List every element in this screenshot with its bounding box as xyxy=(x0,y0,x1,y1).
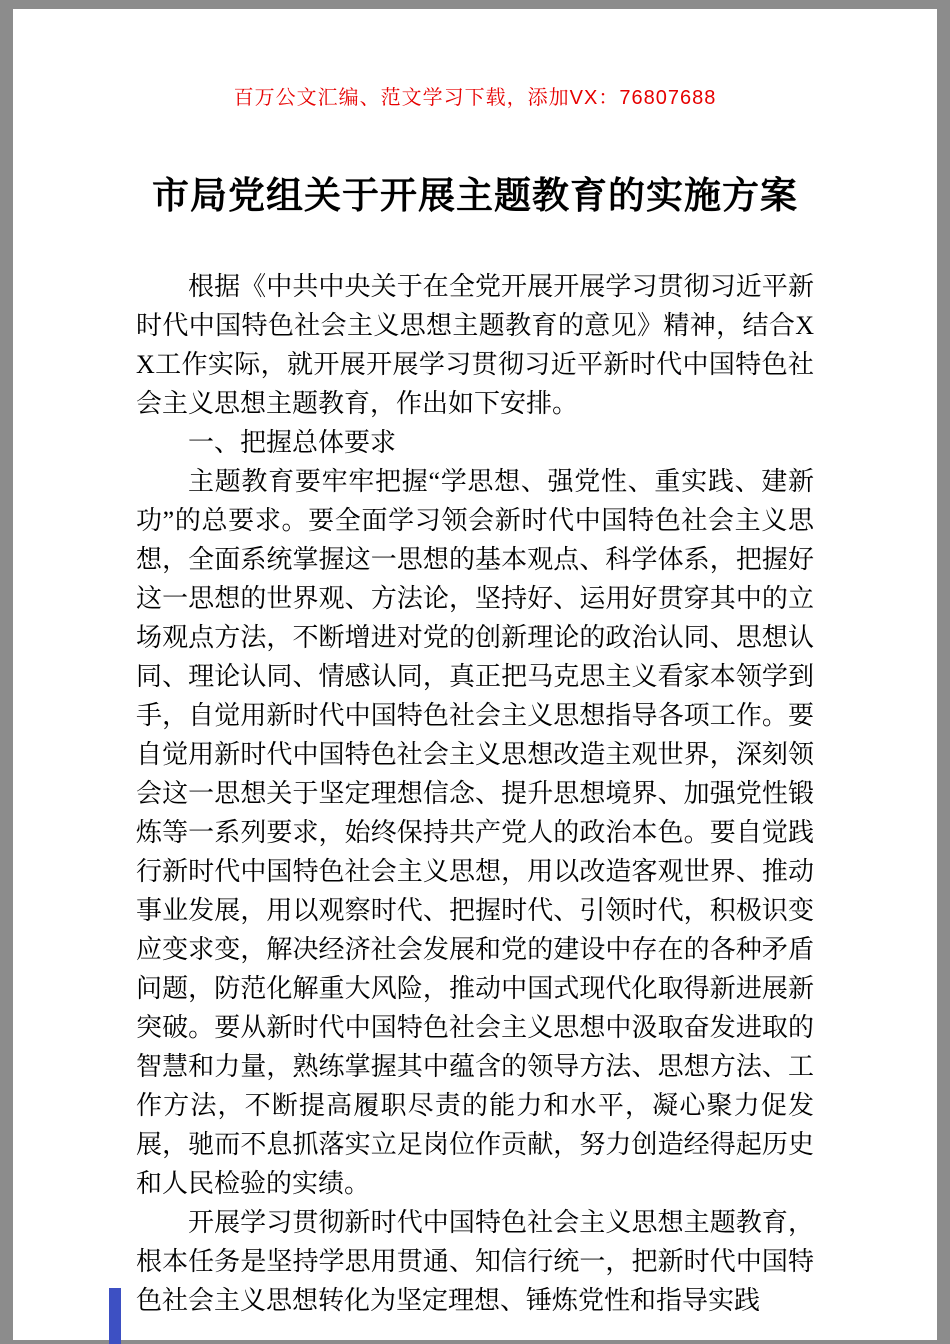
document-body xyxy=(136,267,814,1320)
document-page xyxy=(13,9,937,1340)
section-heading-1: 一、把握总体要求 xyxy=(188,428,397,457)
blue-marker-bar xyxy=(109,1288,121,1344)
paragraph-section-1-body: 主题教育要牢牢把握“学思想、强党性、重实践、建新功”的总要求。要全面学习领会新时代中国特色社会主义思想，全面系统掌握这一思想的基本观点、科学体系，把握好这一思想的世界观、方法论，坚持好、运用好贯穿其中的立场观点方法，不断增进对党的创新理论的政治认同、思想认同、理论认同、情感认同，真正把马克思主义看家本领学到手，自觉用新时代中国特色社会主义思想指导各项工作。要自觉用新时代中国特色社会主义思想改造主观世界，深刻领会这一思想关于坚定理想信念、提升思想境界、加强党性锻炼等一系列要求，始终保持共产党人的政治本色。要自觉践行新时代中国特色社会主义思想，用以改造客观世界、推动事业发展，用以观察时代、把握时代、引领时代，积极识变应变求变，解决经济社会发展和党的建设中存在的各种矛盾问题，防范化解重大风险，推动中国式现代化取得新进展新突破。要从新时代中国特色社会主义思想中汲取奋发进取的智慧和力量，熟练掌握其中蕴含的领导方法、思想方法、工作方法，不断提高履职尽责的能力和水平，凝心聚力促发展，驰而不息抓落实立足岗位作贡献，努力创造经得起历史和人民检验的实绩。 xyxy=(136,467,814,1198)
paragraph-intro: 根据《中共中央关于在全党开展开展学习贯彻习近平新时代中国特色社会主义思想主题教育的意见》精神，结合XX工作实际，就开展开展学习贯彻习近平新时代中国特色社会主义思想主题教育，作出如下安排。 xyxy=(136,272,814,418)
promo-notice-text: 百万公文汇编、范文学习下载，添加VX：76807688 xyxy=(233,87,717,109)
paragraph-section-1-continued: 开展学习贯彻新时代中国特色社会主义思想主题教育，根本任务是坚持学思用贯通、知信行统一，把新时代中国特色社会主义思想转化为坚定理想、锤炼党性和指导实践 xyxy=(136,1208,814,1315)
document-title: 市局党组关于开展主题教育的实施方案 xyxy=(152,175,798,216)
